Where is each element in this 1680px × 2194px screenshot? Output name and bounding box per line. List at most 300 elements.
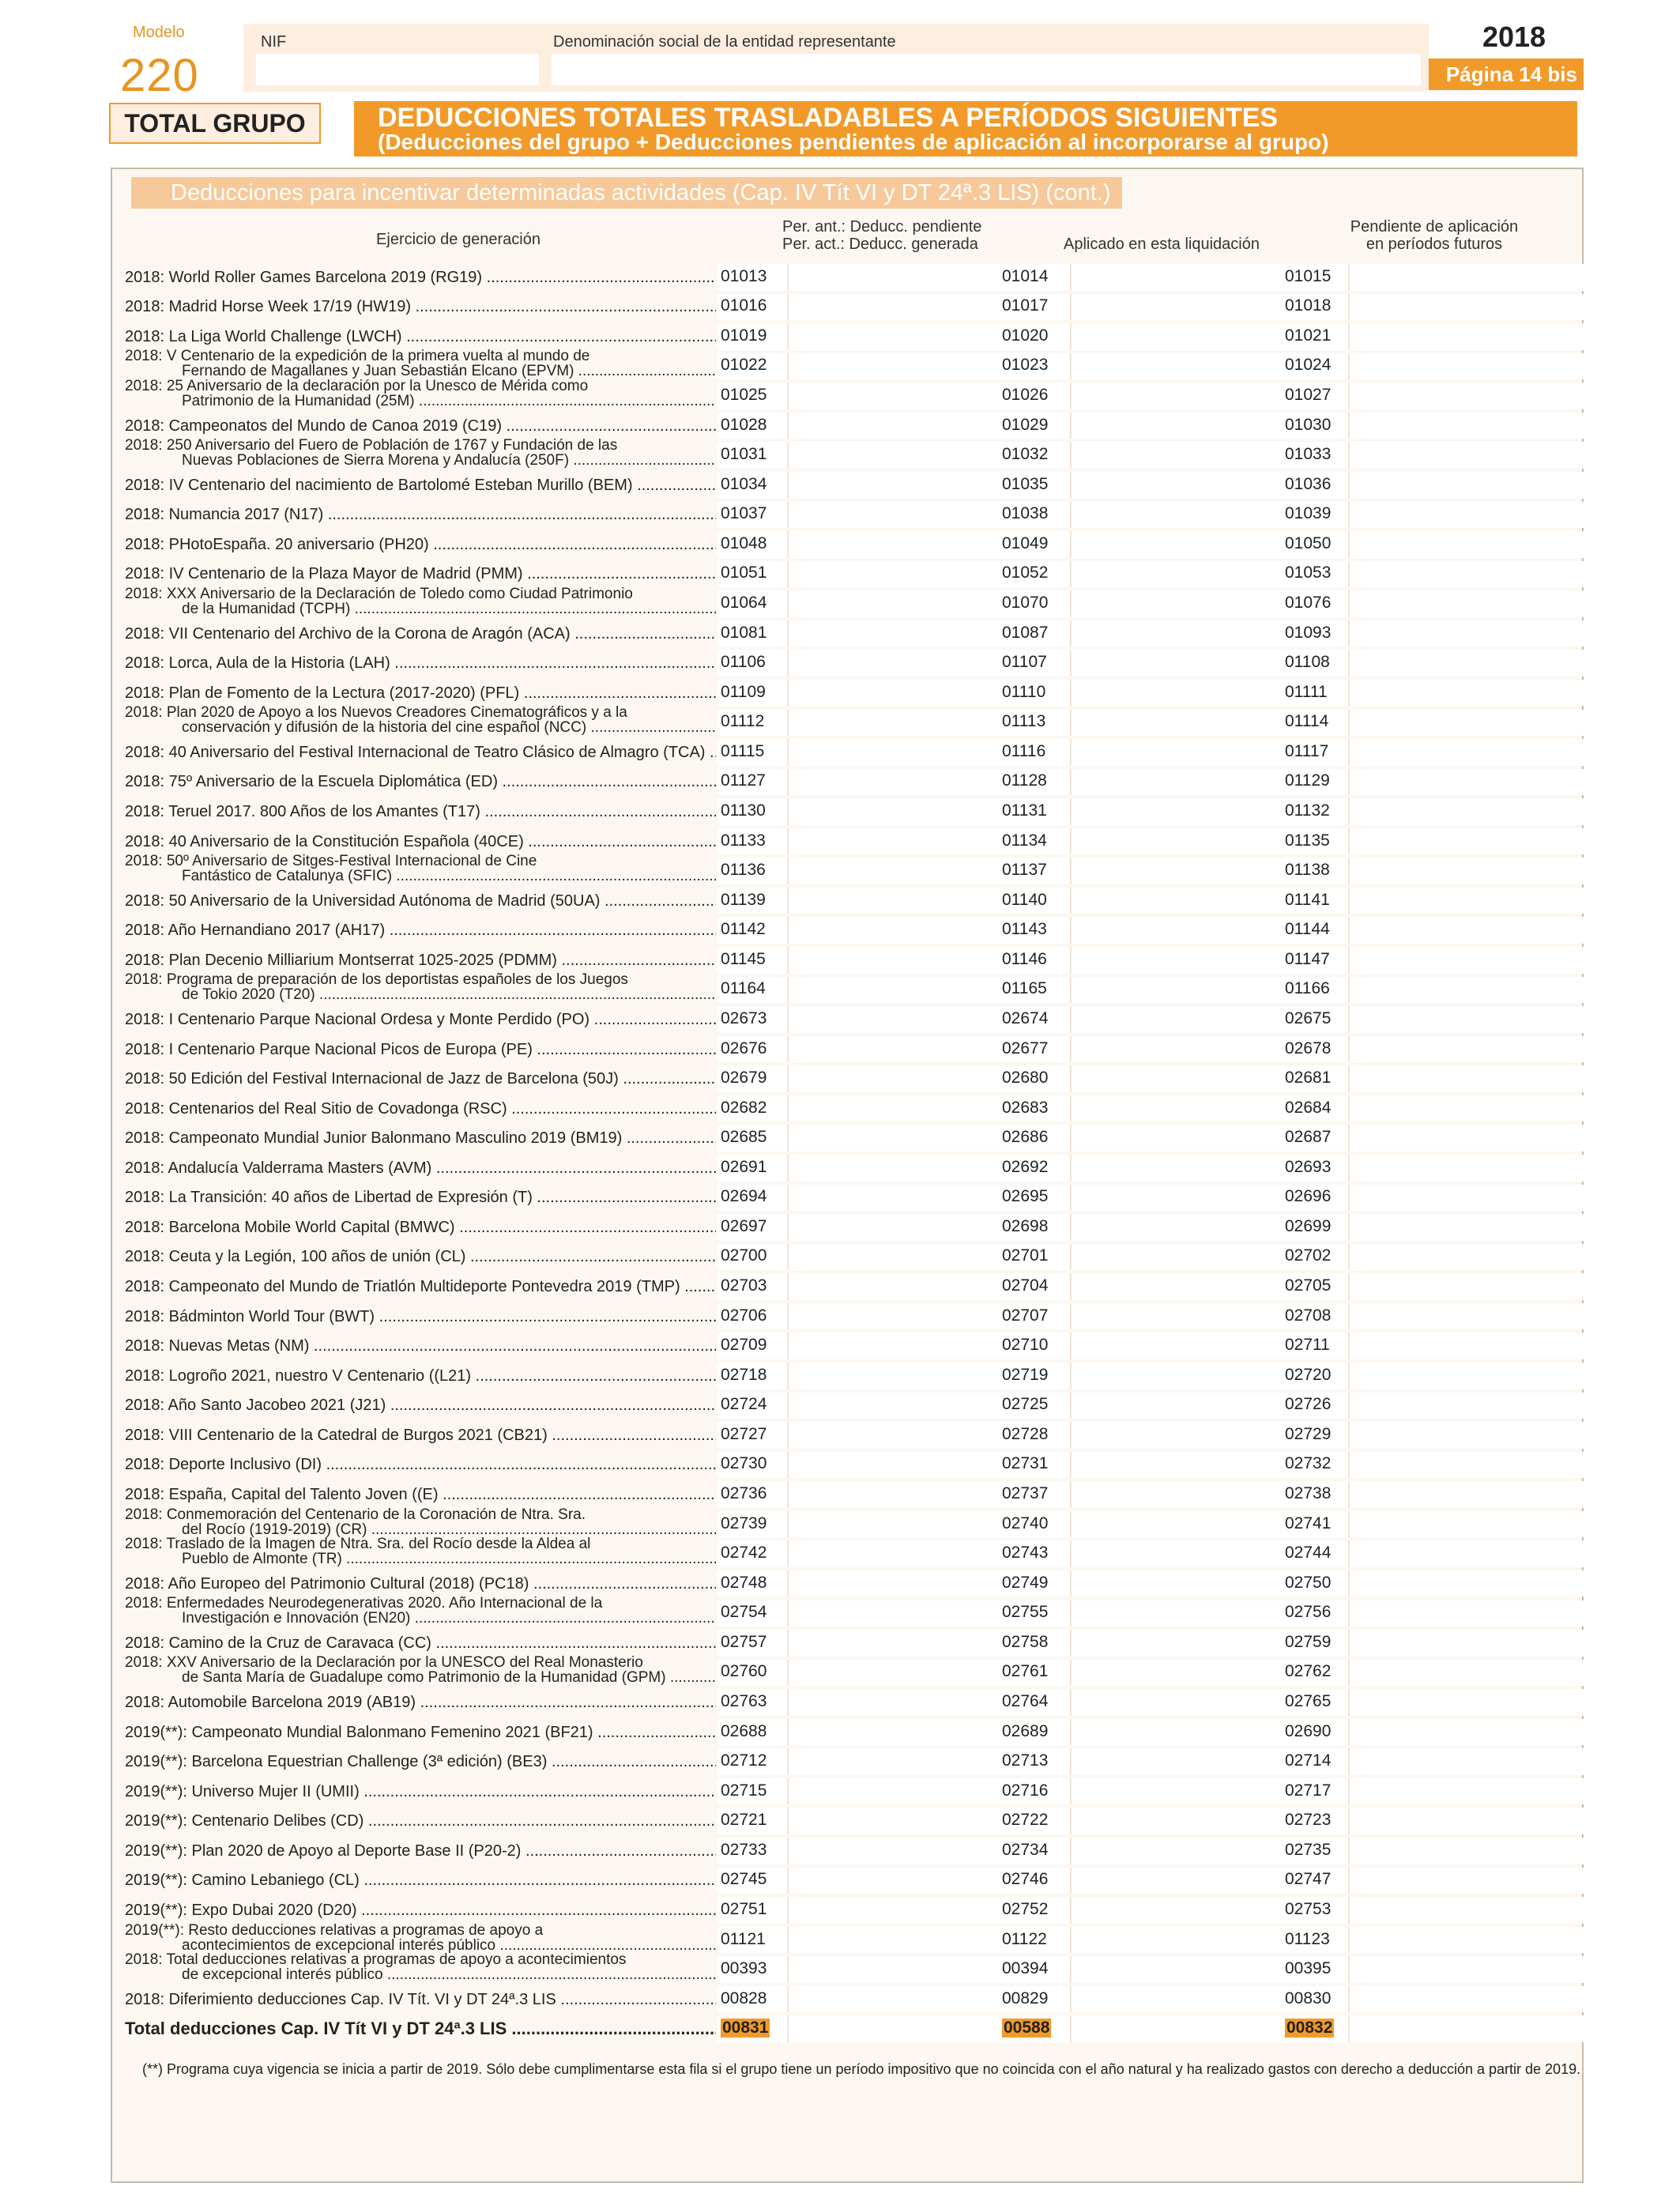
box-code: 02721 <box>721 1811 767 1830</box>
denominacion-field[interactable] <box>552 54 1421 85</box>
box-code: 02743 <box>1002 1544 1049 1563</box>
amount-field[interactable] <box>1283 1422 1680 1449</box>
cell-divider <box>1348 561 1350 588</box>
table-row <box>125 1952 1555 1985</box>
box-code: 02686 <box>1002 1128 1049 1147</box>
row-label: 2018: 50º Aniversario de Sitges-Festival Internacional de Cine <box>125 854 537 869</box>
box-code: 01142 <box>721 920 766 939</box>
table-row <box>125 411 1555 441</box>
cell-divider <box>1070 1719 1072 1746</box>
box-code: 02713 <box>1002 1751 1049 1770</box>
cell-divider <box>1070 1155 1072 1182</box>
table-row <box>125 1153 1555 1183</box>
amount-field[interactable] <box>1283 323 1680 350</box>
cell-divider <box>1070 472 1072 499</box>
cell-divider <box>1348 1630 1350 1657</box>
box-code: 02744 <box>1285 1544 1332 1563</box>
amount-field[interactable] <box>1283 1333 1680 1359</box>
row-description <box>125 1952 716 1982</box>
box-code: 01023 <box>1002 356 1049 375</box>
cell-divider <box>787 1956 789 1983</box>
box-code: 01115 <box>721 741 765 760</box>
box-code: 02746 <box>1002 1870 1049 1889</box>
row-label: 2018: I Centenario Parque Nacional Picos de Europa (PE) ..... <box>125 1040 716 1059</box>
page-title: DEDUCCIONES TOTALES TRASLADABLES A PERÍODOS SIGUIENTES <box>378 103 1279 133</box>
row-description <box>125 438 716 468</box>
row-description <box>125 1040 716 1059</box>
row-label-cont: Nuevas Poblaciones de Sierra Morena y Andalucía (250F) ..... <box>125 453 716 468</box>
table-row <box>125 381 1555 411</box>
row-description <box>125 327 716 346</box>
amount-field[interactable] <box>1283 1748 1680 1775</box>
row-description <box>125 1218 716 1237</box>
cell-divider <box>1348 947 1350 974</box>
cell-divider <box>787 590 789 617</box>
box-code: 02676 <box>721 1039 767 1057</box>
row-label: 2018: VII Centenario del Archivo de la Corona de Aragón (ACA) ..... <box>125 624 716 643</box>
amount-field[interactable] <box>1283 710 1680 737</box>
amount-field[interactable] <box>1283 1452 1680 1479</box>
table-row <box>125 560 1555 590</box>
row-label: Total deducciones Cap. IV Tít VI y DT 24ª.3 LIS ..... <box>125 2019 716 2038</box>
cell-divider <box>787 1927 789 1954</box>
amount-field[interactable] <box>1283 502 1680 529</box>
cell-divider <box>1070 1986 1072 2013</box>
box-code: 01123 <box>1285 1929 1330 1948</box>
row-label: 2018: Total deducciones relativas a programas de apoyo a acontecimientos <box>125 1952 627 1968</box>
box-code: 01031 <box>721 445 767 464</box>
amount-field[interactable] <box>1283 1303 1680 1330</box>
cell-divider <box>787 1244 789 1271</box>
amount-field[interactable] <box>1283 1897 1680 1924</box>
box-code: 02688 <box>721 1721 767 1740</box>
box-code: 02736 <box>721 1484 767 1502</box>
row-label: 2018: Campeonato Mundial Junior Balonmano Masculino 2019 (BM19) ..... <box>125 1129 716 1148</box>
col-aplicado: Aplicado en esta liquidación <box>1064 236 1260 253</box>
cell-divider <box>1070 1303 1072 1330</box>
box-code: 01028 <box>721 415 767 434</box>
row-label: 2019(**): Plan 2020 de Apoyo al Deporte Base II (P20-2) ..... <box>125 1842 716 1860</box>
table-row <box>125 1242 1555 1272</box>
box-code: 02727 <box>721 1424 767 1443</box>
page-number: Página 14 bis <box>1429 58 1584 90</box>
row-description <box>125 1426 716 1445</box>
row-description <box>125 349 716 379</box>
box-code: 02715 <box>721 1781 767 1800</box>
amount-field[interactable] <box>1283 1986 1680 2013</box>
table-row <box>125 678 1555 708</box>
box-code: 01110 <box>1002 682 1046 701</box>
box-code: 01129 <box>1285 771 1330 790</box>
table-row <box>125 737 1555 767</box>
box-code: 01139 <box>721 890 766 909</box>
row-label-cont: conservación y difusión de la historia del cine español (NCC) ..... <box>125 720 716 735</box>
cell-divider <box>787 1214 789 1241</box>
table-row <box>125 797 1555 827</box>
box-code: 02763 <box>721 1691 767 1710</box>
cell-divider <box>1348 1689 1350 1716</box>
row-description <box>125 1129 716 1148</box>
row-label: 2019(**): Centenario Delibes (CD) ..... <box>125 1811 716 1830</box>
box-code: 02683 <box>1002 1098 1049 1117</box>
cell-divider <box>787 1006 789 1033</box>
box-code: 01137 <box>1002 861 1047 880</box>
cell-divider <box>1348 323 1350 350</box>
row-description <box>125 951 716 970</box>
box-code: 01014 <box>1002 266 1049 285</box>
box-code: 02682 <box>721 1098 767 1117</box>
table-row <box>125 1272 1555 1302</box>
amount-field[interactable] <box>1283 739 1680 766</box>
row-description <box>125 743 716 762</box>
row-description <box>125 268 716 287</box>
box-code: 02679 <box>721 1069 767 1088</box>
row-description <box>125 705 716 735</box>
box-code: 01049 <box>1002 533 1049 552</box>
table-row <box>125 349 1555 382</box>
box-code: 01048 <box>721 533 767 552</box>
amount-field[interactable] <box>1283 1363 1680 1389</box>
row-label-cont: de Tokio 2020 (T20) ..... <box>125 987 716 1002</box>
table-row <box>125 1506 1555 1540</box>
box-code: 01144 <box>1285 920 1330 939</box>
amount-field[interactable] <box>1283 1511 1680 1538</box>
box-code: 01025 <box>721 386 767 405</box>
cell-divider <box>1070 1630 1072 1657</box>
box-code: 01018 <box>1285 296 1332 315</box>
cell-divider <box>787 1185 789 1212</box>
row-description <box>125 2019 716 2038</box>
section-title: Deducciones para incentivar determinadas actividades (Cap. IV Tít VI y DT 24ª.3 LIS) (cont.) <box>131 177 1122 209</box>
box-code: 01143 <box>1002 920 1047 939</box>
box-code: 02710 <box>1002 1336 1049 1355</box>
box-code: 02696 <box>1285 1187 1332 1206</box>
row-description <box>125 921 716 940</box>
row-label: 2019(**): Expo Dubai 2020 (D20) ..... <box>125 1901 716 1920</box>
box-code: 01017 <box>1002 296 1049 315</box>
page-subtitle: (Deducciones del grupo + Deducciones pendientes de aplicación al incorporarse al grupo) <box>378 130 1329 154</box>
cell-divider <box>1348 1393 1350 1419</box>
row-description <box>125 1277 716 1296</box>
row-description <box>125 684 716 703</box>
box-code: 02733 <box>721 1840 767 1859</box>
box-code: 02690 <box>1285 1721 1332 1740</box>
box-code: 01136 <box>721 861 766 880</box>
table-row <box>125 827 1555 857</box>
cell-divider <box>1348 1956 1350 1983</box>
amount-field[interactable] <box>1283 1065 1680 1092</box>
row-label: 2019(**): Campeonato Mundial Balonmano Femenino 2021 (BF21) ..... <box>125 1723 716 1742</box>
cell-divider <box>787 383 789 409</box>
row-label: 2018: XXV Aniversario de la Declaración por la UNESCO del Real Monasterio <box>125 1655 643 1671</box>
col-ejercicio: Ejercicio de generación <box>376 231 541 248</box>
row-label: 2018: Año Santo Jacobeo 2021 (J21) ..... <box>125 1396 716 1415</box>
box-code: 01122 <box>1002 1929 1047 1948</box>
cell-divider <box>1070 1214 1072 1241</box>
cell-divider <box>1070 680 1072 707</box>
amount-field[interactable] <box>1283 1185 1680 1212</box>
box-code: 01145 <box>721 949 766 968</box>
amount-field[interactable] <box>1283 442 1680 469</box>
amount-field[interactable] <box>1283 947 1680 974</box>
amount-field[interactable] <box>1283 1006 1680 1033</box>
row-label: 2018: Lorca, Aula de la Historia (LAH) ..... <box>125 654 716 673</box>
cell-divider <box>1348 858 1350 884</box>
amount-field[interactable] <box>1283 353 1680 380</box>
box-code: 01015 <box>1285 266 1332 285</box>
box-code: 02702 <box>1285 1246 1332 1265</box>
amount-field[interactable] <box>1283 1927 1680 1954</box>
cell-divider <box>1348 1065 1350 1092</box>
row-description <box>125 832 716 851</box>
box-code: 02714 <box>1285 1751 1332 1770</box>
amount-field[interactable] <box>1283 1214 1680 1241</box>
box-code: 01134 <box>1002 831 1047 850</box>
box-code: 02761 <box>1002 1662 1049 1681</box>
cell-divider <box>787 828 789 855</box>
amount-field[interactable] <box>1283 1600 1680 1627</box>
amount-field[interactable] <box>1283 977 1680 1004</box>
box-code: 02691 <box>721 1157 767 1176</box>
box-code: 02677 <box>1002 1039 1049 1057</box>
cell-divider <box>1348 650 1350 677</box>
cell-divider <box>787 1600 789 1627</box>
amount-field[interactable] <box>1283 1838 1680 1864</box>
box-code: 00395 <box>1285 1959 1332 1978</box>
amount-field[interactable] <box>1283 828 1680 855</box>
box-code: 01052 <box>1002 564 1049 582</box>
amount-field[interactable] <box>1283 1273 1680 1300</box>
cell-divider <box>1070 858 1072 884</box>
cell-divider <box>1070 353 1072 380</box>
cell-divider <box>1070 1540 1072 1567</box>
cell-divider <box>1070 1244 1072 1271</box>
table-row <box>125 1985 1555 2015</box>
total-grupo-label: TOTAL GRUPO <box>109 103 321 144</box>
row-description <box>125 1247 716 1266</box>
row-label-cont: acontecimientos de excepcional interés público ..... <box>125 1938 716 1953</box>
row-label: 2019(**): Universo Mujer II (UMII) ..... <box>125 1782 716 1801</box>
amount-field[interactable] <box>1283 1689 1680 1716</box>
cell-divider <box>787 769 789 796</box>
box-code: 01027 <box>1285 386 1332 405</box>
amount-field[interactable] <box>1283 1244 1680 1271</box>
amount-field[interactable] <box>1283 590 1680 617</box>
row-label: 2018: Deporte Inclusivo (DI) ..... <box>125 1455 716 1474</box>
row-label: 2019(**): Camino Lebaniego (CL) ..... <box>125 1871 716 1890</box>
row-description <box>125 972 716 1002</box>
row-description <box>125 1655 716 1685</box>
amount-field[interactable] <box>1283 472 1680 499</box>
row-description <box>125 1923 716 1953</box>
amount-field[interactable] <box>1283 650 1680 677</box>
box-code: 02735 <box>1285 1840 1332 1859</box>
box-code: 02699 <box>1285 1216 1332 1235</box>
nif-field[interactable] <box>256 54 539 85</box>
amount-field[interactable] <box>1283 531 1680 558</box>
box-code: 02719 <box>1002 1365 1049 1384</box>
row-label: 2018: Plan Decenio Milliarium Montserrat 1025-2025 (PDMM) ..... <box>125 951 716 970</box>
box-code: 02708 <box>1285 1306 1332 1325</box>
amount-field[interactable] <box>1283 769 1680 796</box>
table-row <box>125 1536 1555 1569</box>
amount-field[interactable] <box>1283 413 1680 439</box>
amount-field[interactable] <box>1283 1660 1680 1687</box>
amount-field[interactable] <box>1283 383 1680 409</box>
box-code: 01106 <box>721 653 766 672</box>
box-code: 02729 <box>1285 1424 1332 1443</box>
row-description <box>125 654 716 673</box>
cell-divider <box>1348 977 1350 1004</box>
amount-field[interactable] <box>1283 264 1680 291</box>
cell-divider <box>787 1748 789 1775</box>
cell-divider <box>787 1838 789 1864</box>
cell-divider <box>787 1868 789 1894</box>
cell-divider <box>1070 620 1072 647</box>
table-row <box>125 1420 1555 1450</box>
amount-field[interactable] <box>1283 680 1680 707</box>
box-code: 01146 <box>1002 949 1047 968</box>
col-pendiente: Pendiente de aplicación en períodos futuros <box>1350 218 1519 253</box>
row-description <box>125 1010 716 1029</box>
box-code: 02749 <box>1002 1573 1049 1592</box>
box-code: 02738 <box>1285 1484 1332 1502</box>
amount-field[interactable] <box>1283 1719 1680 1746</box>
box-code: 00828 <box>721 1989 767 2007</box>
cell-divider <box>1070 1333 1072 1359</box>
amount-field[interactable] <box>1283 620 1680 647</box>
box-code: 02732 <box>1285 1454 1332 1473</box>
row-label: 2018: Conmemoración del Centenario de la Coronación de Ntra. Sra. <box>125 1506 586 1522</box>
cell-divider <box>1348 590 1350 617</box>
row-label: 2018: Plan de Fomento de la Lectura (2017-2020) (PFL) ..... <box>125 684 716 703</box>
box-code: 00394 <box>1002 1959 1049 1978</box>
amount-field[interactable] <box>1283 294 1680 321</box>
cell-divider <box>1070 1363 1072 1389</box>
table-row <box>125 262 1555 292</box>
row-description <box>125 1485 716 1504</box>
cell-divider <box>1348 1273 1350 1300</box>
amount-field[interactable] <box>1283 798 1680 825</box>
table-row <box>125 705 1555 738</box>
row-description <box>125 1367 716 1385</box>
box-code: 01050 <box>1285 533 1332 552</box>
cell-divider <box>787 917 789 944</box>
cell-divider <box>787 1660 789 1687</box>
box-code: 01036 <box>1285 474 1332 493</box>
cell-divider <box>1348 1540 1350 1567</box>
row-description <box>125 1099 716 1118</box>
row-label: 2018: Campeonato del Mundo de Triatlón Multideporte Pontevedra 2019 (TMP) ..... <box>125 1277 716 1296</box>
amount-field[interactable] <box>1283 1393 1680 1419</box>
row-label: 2018: 25 Aniversario de la declaración por la Unesco de Mérida como <box>125 379 589 394</box>
amount-field[interactable] <box>1283 1808 1680 1834</box>
box-code: 02697 <box>721 1216 767 1235</box>
amount-field[interactable] <box>1283 1778 1680 1805</box>
amount-field[interactable] <box>1283 561 1680 588</box>
amount-field[interactable] <box>1283 1540 1680 1567</box>
cell-divider <box>787 1303 789 1330</box>
cell-divider <box>1348 1570 1350 1597</box>
table-row <box>125 1866 1555 1896</box>
table-row <box>125 1777 1555 1807</box>
amount-field[interactable] <box>1283 1570 1680 1597</box>
amount-field[interactable] <box>1283 2015 1680 2042</box>
row-description <box>125 1069 716 1088</box>
cell-divider <box>787 977 789 1004</box>
amount-field[interactable] <box>1283 858 1680 884</box>
cell-divider <box>1070 888 1072 914</box>
box-code: 02709 <box>721 1336 767 1355</box>
box-code: 02712 <box>721 1751 767 1770</box>
row-description <box>125 854 716 884</box>
amount-field[interactable] <box>1283 888 1680 914</box>
col-per-ant: Per. ant.: Deducc. pendiente Per. act.: Deducc. generada <box>782 218 982 253</box>
amount-field[interactable] <box>1283 1155 1680 1182</box>
box-code: 02748 <box>721 1573 767 1592</box>
row-label: 2018: Camino de la Cruz de Caravaca (CC) ..... <box>125 1634 716 1653</box>
amount-field[interactable] <box>1283 1095 1680 1122</box>
cell-divider <box>1348 888 1350 914</box>
cell-divider <box>787 1155 789 1182</box>
box-code: 02753 <box>1285 1899 1332 1918</box>
amount-field[interactable] <box>1283 1956 1680 1983</box>
table-row <box>125 1005 1555 1035</box>
amount-field[interactable] <box>1283 1036 1680 1063</box>
row-label-cont: Investigación e Innovación (EN20) ..... <box>125 1611 716 1626</box>
box-code: 02760 <box>721 1662 767 1681</box>
row-description <box>125 1693 716 1712</box>
cell-divider <box>787 1719 789 1746</box>
cell-divider <box>1348 680 1350 707</box>
amount-field[interactable] <box>1283 1481 1680 1508</box>
box-code: 02675 <box>1285 1008 1332 1027</box>
row-description <box>125 1990 716 2009</box>
table-row <box>125 619 1555 649</box>
row-label: 2018: IV Centenario del nacimiento de Bartolomé Esteban Murillo (BEM) ..... <box>125 476 716 495</box>
cell-divider <box>787 1036 789 1063</box>
box-code: 02724 <box>721 1395 767 1414</box>
box-code: 02750 <box>1285 1573 1332 1592</box>
box-code: 02704 <box>1002 1276 1049 1295</box>
row-label: 2018: XXX Aniversario de la Declaración de Toledo como Ciudad Patrimonio <box>125 586 633 602</box>
cell-divider <box>1348 264 1350 291</box>
cell-divider <box>1348 1452 1350 1479</box>
row-label: 2018: IV Centenario de la Plaza Mayor de Madrid (PMM) ..... <box>125 564 716 583</box>
box-code: 02758 <box>1002 1632 1049 1651</box>
cell-divider <box>787 1986 789 2013</box>
table-row <box>125 1895 1555 1925</box>
amount-field[interactable] <box>1283 1630 1680 1657</box>
cell-divider <box>1348 1511 1350 1538</box>
amount-field[interactable] <box>1283 1868 1680 1894</box>
box-code: 02694 <box>721 1187 767 1206</box>
cell-divider <box>1348 1214 1350 1241</box>
cell-divider <box>1070 1036 1072 1063</box>
row-description <box>125 1634 716 1653</box>
row-label: 2018: World Roller Games Barcelona 2019 (RG19) ..... <box>125 268 716 287</box>
amount-field[interactable] <box>1283 1125 1680 1152</box>
box-code: 02742 <box>721 1544 767 1563</box>
box-code: 01138 <box>1285 861 1330 880</box>
box-code: 01117 <box>1285 741 1329 760</box>
cell-divider <box>787 294 789 321</box>
cell-divider <box>1070 590 1072 617</box>
amount-field[interactable] <box>1283 917 1680 944</box>
box-code: 00393 <box>721 1959 767 1978</box>
box-code: 01107 <box>1002 653 1047 672</box>
cell-divider <box>1348 769 1350 796</box>
